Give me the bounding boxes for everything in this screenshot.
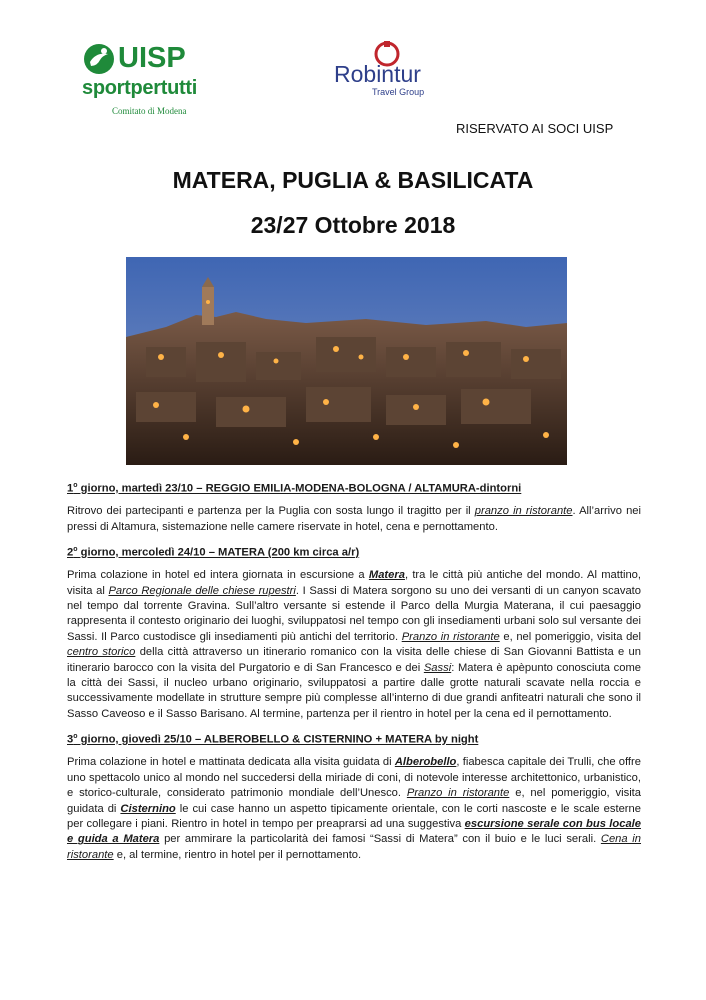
- uisp-title: UISP: [118, 42, 186, 74]
- uisp-committee: Comitato di Modena: [112, 106, 187, 116]
- reserved-note: RISERVATO AI SOCI UISP: [456, 121, 614, 136]
- day-2-heading: 2$^o$ giorno, mercoledì 24/10 – MATERA (200 km circa a/r): [67, 545, 360, 559]
- uisp-subtitle: sportpertutti: [82, 77, 197, 99]
- page-title: MATERA, PUGLIA & BASILICATA: [172, 167, 534, 193]
- page-dates: 23/27 Ottobre 2018: [250, 212, 456, 238]
- robintur-name: Robintur: [334, 61, 421, 87]
- robintur-logo: [330, 40, 450, 102]
- day-2-text: Prima colazione in hotel ed intera giornata in escursione a Matera, tra le città più antiche del mondo. Al mattino, visita al Parco Regionale delle chiese rupestri. I Sassi di Matera sorgono su uno dei versanti di un canyon scavato nel tempo dal torrente Gravina. Sull’altro versante si estende il Parco della Murgia Materana, il cui paesaggio rappresenta il contesto originario dei luoghi, sviluppatosi nel tempo con gli insediamenti urbani solo sul versante dei Sassi. Il Parco custodisce gli insediamenti più antichi del territorio. Pranzo in ristorante e, nel pomeriggio, visita del centro storico della città attraverso un itinerario romanico con la visita delle chiese di San Giovanni Battista e un itinerario barocco con la visita del Purgatorio e di San Francesco e dei Sassi: Matera è apèpunto conosciuta come la città dei Sassi, il nucleo urbano originario, sviluppatosi a partire dalle grotte naturali scavate nella roccia e successivamente modellate in strutture sempre più complesse all’interno di due grandi anfiteatri naturali che sono il Sasso Caveoso e il Sasso Barisano. Al termine, partenza per il rientro in hotel per la cena ed il pernottamento.: [67, 569, 641, 720]
- day-3-heading: 3$^o$ giorno, giovedì 25/10 – ALBEROBELLO & CISTERNINO + MATERA by night: [67, 733, 479, 746]
- lunch-link: pranzo in ristorante: [474, 505, 573, 518]
- day-1-text: Ritrovo dei partecipanti e partenza per la Puglia con sosta lungo il tragitto per il pranzo in ristorante. All’arrivo nei pressi di Altamura, sistemazione nelle camere riservate in hotel, cena e pernottamento.: [67, 505, 641, 533]
- uisp-runner-icon: [82, 42, 116, 76]
- program: [67, 478, 641, 870]
- robintur-subtitle: Travel Group: [372, 87, 425, 97]
- day-3-text: Prima colazione in hotel e mattinata dedicata alla visita guidata di Alberobello, fiabesca capitale dei Trulli, che offre uno spettacolo unico al mondo nel succedersi della miriade di coni, di notevole interesse architettonico, urbanistico, e storico-culturale, considerato patrimonio mondiale dell’Unesco. Pranzo in ristorante e, nel pomeriggio, visita guidata di Cisternino le cui case hanno un aspetto tipicamente orientale, con le corti nascoste e le scale esterne per collegare i piani. Rientro in hotel in tempo per preaprarsi ad una suggestiva escursione serale con bus locale e guida a Matera per ammirare la particolarità dei famosi “Sassi di Matera” con il buio e le luci serali. Cena in ristorante e, al termine, rientro in hotel per il pernottamento.: [67, 756, 642, 861]
- day-1-heading: 1$^o$ giorno, martedì 23/10 – REGGIO EMILIA-MODENA-BOLOGNA / ALTAMURA-dintorni: [67, 482, 522, 495]
- uisp-logo: [80, 40, 220, 120]
- matera-night-photo: [126, 257, 567, 465]
